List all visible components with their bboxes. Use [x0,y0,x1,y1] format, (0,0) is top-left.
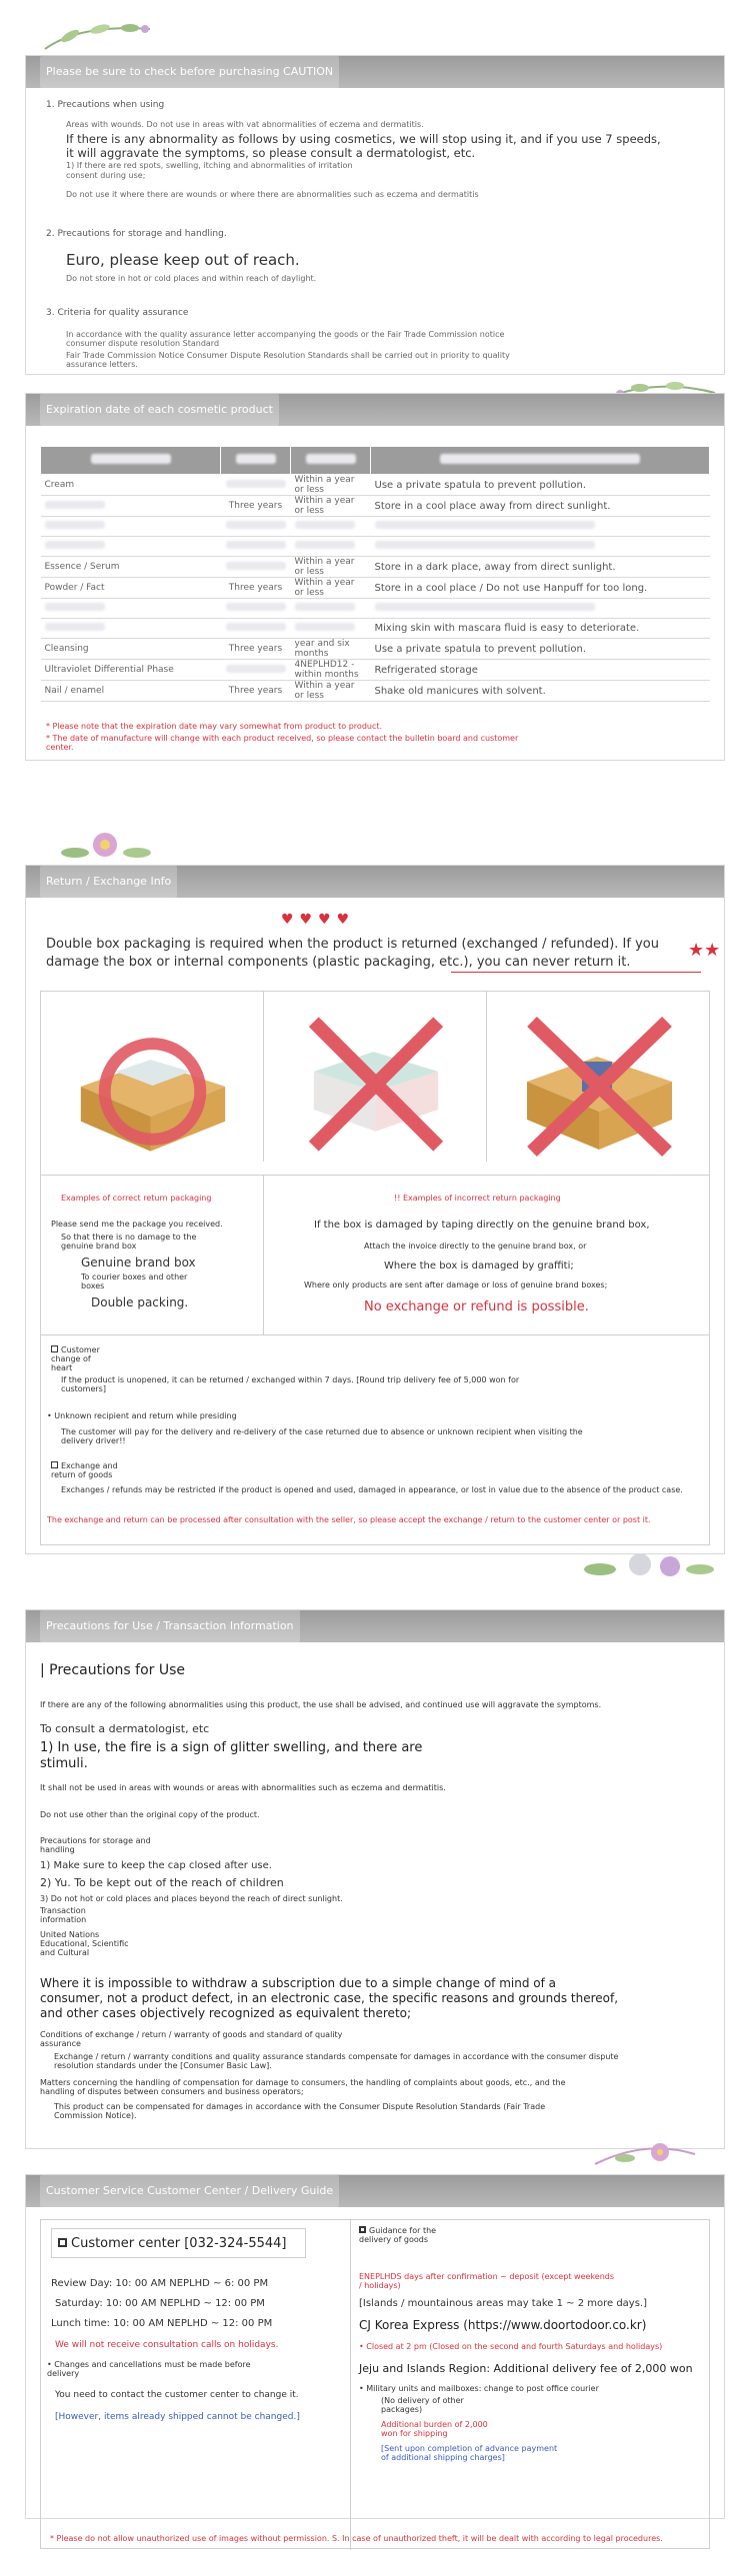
wrong-line-2: Attach the invoice directly to the genuine brand box, or [364,1242,587,1251]
after-opening-cell [291,619,371,639]
table-row [41,557,710,578]
after-opening-cell [291,557,371,578]
period-cell-text: Three years [228,686,283,696]
review-day: Review Day: 10: 00 AM NEPLHD ~ 6: 00 PM [51,2278,269,2289]
note-cell [371,660,710,681]
shipped-note: [However, items already shipped cannot be changed.] [55,2412,300,2422]
packaging-images [40,991,710,1176]
note-cell-text: Store in a cool place away from direct sunlight. [374,500,611,512]
product-name-cell [41,599,221,619]
redacted-text [45,501,105,509]
wrong-line-1: If the box is damaged by taping directly on the genuine brand box, [314,1220,650,1231]
expiration-footnote-2: * The date of manufacture will change with each product received, so please contact the bulletin board and customer center. [46,734,519,752]
note-cell-text: Mixing skin with mascara fluid is easy to deteriorate. [374,623,640,634]
after-opening-cell [291,660,371,681]
column-header-period [221,447,291,475]
correct-packaging-image [41,992,264,1162]
period-cell [221,619,291,639]
after-opening-cell-text: Within a year or less [294,496,355,516]
redacted-text [226,480,286,488]
correct-big-2: Double packing. [91,1295,189,1309]
redacted-text [295,521,355,529]
change-label-text: Customer change of heart [51,1345,100,1372]
expiration-title: Expiration date of each cosmetic product [40,394,279,426]
floral-decoration-icon [570,1544,720,1584]
product-name-cell-text: Cleansing [44,644,89,654]
redacted-text [226,623,286,631]
redacted-text [375,521,595,529]
return-bottom-note: The exchange and return can be processed after consultation with the seller, so please accept the exchange / return to the customer center or post it. [47,1515,651,1524]
product-name-cell [41,660,221,681]
column-header-after-opening [291,447,371,475]
correct-line-3: To courier boxes and other boxes [81,1273,188,1290]
table-row [41,537,710,557]
incorrect-text-cell [264,1176,711,1335]
redacted-text [226,521,286,529]
correct-text-cell [41,1176,264,1335]
delivery-line-2: [Islands / mountainous areas may take 1 ~ 2 more days.] [359,2298,648,2309]
return-headline: Double box packaging is required when the product is returned (exchanged / refunded). If you damage the box or internal components (plastic packaging, etc.), you can never return it. [46,937,659,970]
table-row [41,496,710,517]
redacted-text [45,603,105,611]
prec-line-1: If there are any of the following abnormalities using this product, the use shall be advised, and continued use will aggravate the symptoms. [40,1700,602,1709]
checkbox-icon [51,1461,58,1468]
guide-label-text: Guidance for the delivery of goods [359,2226,437,2244]
table-row [41,578,710,599]
p3-line1: In accordance with the quality assurance letter accompanying the goods or the Fair Trade Commission notice consumer dispute resolution Standard [66,330,505,348]
delivery-line-7: (No delivery of other packages) [381,2396,464,2414]
return-policy-box [40,1335,710,1545]
return-title: Return / Exchange Info [40,866,177,898]
note-cell-text: Use a private spatula to prevent pollution. [374,643,587,655]
product-name-cell-text: Powder / Fact [44,583,105,593]
product-name-cell-text: Ultraviolet Differential Phase [44,665,174,675]
redacted-text [226,562,286,570]
checkbox-icon [51,1345,58,1352]
redacted-text [375,603,595,611]
caution-section [25,55,725,375]
p1-line1: Areas with wounds. Do not use in areas with vat abnormalities of eczema and dermatitis. [66,120,424,129]
delivery-line-3: CJ Korea Express (https://www.doortodoor.co.kr) [359,2318,647,2332]
column-header-note [371,447,710,475]
note-cell-text: Refrigerated storage [374,664,478,676]
period-cell [221,557,291,578]
note-cell [371,537,710,557]
period-cell [221,475,291,496]
p2-line: Do not store in hot or cold places and within reach of daylight. [66,274,317,283]
after-opening-cell [291,681,371,702]
precautions-title-bar [26,1610,724,1642]
prec-line-6: Precautions for storage and handling [40,1836,151,1854]
period-cell-text: Three years [228,583,283,593]
contact-note: You need to contact the customer center to change it. [55,2390,299,2400]
prec-line-9: 3) Do not hot or cold places and places beyond the reach of direct sunlight. [40,1894,343,1903]
redacted-text [45,623,105,631]
expiration-table [40,446,710,702]
table-row [41,660,710,681]
p1-line5: Do not use it where there are wounds or where there are abnormalities such as eczema and dermatitis [66,190,479,199]
note-cell [371,475,710,496]
p2-heading: 2. Precautions for storage and handling. [46,229,227,239]
redacted-text [226,603,286,611]
customer-center-text: Customer center [032-324-5544] [71,2236,287,2251]
copyright-footer: * Please do not allow unauthorized use of images without permission. S. In case of unauthorized theft, it will be dealt with according to legal procedures. [50,2534,663,2543]
redacted-text [375,541,595,549]
prec-line-5: Do not use other than the original copy of the product. [40,1810,260,1819]
redacted-text [226,541,286,549]
product-name-cell [41,557,221,578]
prec-line-12: Where it is impossible to withdraw a subscription due to a simple change of mind of a consumer, not a product defect, in an electronic case, the specific reasons and grounds thereof, and other cases objectively recognized as equivalent thereto; [40,1976,619,2020]
note-cell-text: Shake old manicures with solvent. [374,685,546,697]
prec-line-8: 2) Yu. To be kept out of the reach of children [40,1876,284,1889]
correct-big-1: Genuine brand box [81,1256,196,1270]
p1-heading: 1. Precautions when using [46,100,165,110]
note-cell [371,681,710,702]
redacted-text [295,603,355,611]
delivery-line-5: Jeju and Islands Region: Additional delivery fee of 2,000 won [359,2362,693,2375]
period-cell [221,660,291,681]
product-name-cell [41,681,221,702]
redacted-text [295,541,355,549]
delivery-icon [359,2226,366,2233]
star-decoration-icon: ★★ [688,940,721,961]
p1-line4: consent during use; [66,171,146,180]
return-title-bar [26,866,724,898]
redacted-text [45,521,105,529]
incorrect-packaging-image-2 [487,992,711,1162]
prec-line-13: Conditions of exchange / return / warranty of goods and standard of quality assurance [40,2030,343,2048]
after-opening-cell [291,639,371,660]
product-name-cell [41,475,221,496]
period-cell [221,578,291,599]
table-row [41,599,710,619]
packaging-text-row [40,1176,710,1335]
product-name-cell [41,537,221,557]
p1-line3: 1) If there are red spots, swelling, itching and abnormalities of irritation [66,161,353,170]
holiday-note: We will not receive consultation calls on holidays. [55,2340,279,2350]
change-text: If the product is unopened, it can be returned / exchanged within 7 days. [Round trip delivery fee of 5,000 won for customers] [61,1375,520,1393]
prec-line-2: To consult a dermatologist, etc [40,1722,210,1735]
prec-line-3: 1) In use, the fire is a sign of glitter swelling, and there are stimuli. [40,1740,423,1771]
change-label [51,1345,111,1372]
delivery-line-1: ENEPLHDS days after confirmation ~ deposit (except weekends / holidays) [359,2272,615,2290]
product-name-cell-text: Cream [44,480,75,490]
note-cell [371,517,710,537]
p2-big: Euro, please keep out of reach. [66,251,300,269]
after-opening-cell [291,599,371,619]
table-row [41,619,710,639]
period-cell [221,639,291,660]
period-cell-text: Three years [228,644,283,654]
after-opening-cell-text: 4NEPLHD12 - within months [294,660,359,680]
service-section [25,2174,725,2519]
p1-line2: If there is any abnormality as follows by using cosmetics, we will stop using it, and if you use 7 speeds, it will aggravate the symptoms, so please consult a dermatologist, etc. [66,132,661,160]
delivery-line-9: [Sent upon completion of advance payment of additional shipping charges] [381,2444,558,2462]
guide-label [359,2226,449,2244]
exgoods-text: Exchanges / refunds may be restricted if the product is opened and used, damaged in appearance, or lost in value due to the absence of the product case. [61,1485,683,1494]
table-row [41,639,710,660]
customer-center-box [51,2228,306,2258]
floral-decoration-icon [40,14,160,54]
prec-line-14: Exchange / return / warranty conditions and quality assurance standards compensate for damages in accordance with the consumer dispute resolution standards under the [Consumer Basic Law]. [54,2052,619,2070]
lunch-hours: Lunch time: 10: 00 AM NEPLHD ~ 12: 00 PM [51,2318,273,2329]
precautions-heading: | Precautions for Use [40,1662,185,1678]
customer-center-panel [41,2220,351,2550]
product-name-cell-text: Essence / Serum [44,562,120,572]
hearts-decoration-icon: ♥♥♥♥ [281,912,356,928]
period-cell [221,537,291,557]
p3-line2: Fair Trade Commission Notice Consumer Dispute Resolution Standards shall be carried out in priority to quality assurance letters. [66,351,510,369]
flower-decoration-icon [55,825,155,865]
product-name-cell [41,517,221,537]
wrong-line-4: Where only products are sent after damage or loss of genuine brand boxes; [304,1281,608,1289]
after-opening-cell-text: year and six months [294,639,350,659]
after-opening-cell [291,578,371,599]
prec-line-10: Transaction information [40,1906,87,1924]
service-box [40,2219,710,2549]
redacted-text [45,541,105,549]
after-opening-cell-text: Within a year or less [294,681,355,701]
prec-line-15: Matters concerning the handling of compensation for damage to consumers, the handling of complaints about goods, etc., and the handling of disputes between consumers and business operators; [40,2078,566,2096]
service-title: Customer Service Customer Center / Delivery Guide [40,2175,339,2207]
period-cell [221,599,291,619]
after-opening-cell [291,496,371,517]
delivery-guide-panel [351,2220,711,2550]
product-name-cell [41,578,221,599]
caution-title-bar [26,56,724,88]
changes-note: • Changes and cancellations must be made before delivery [47,2360,251,2378]
prec-line-16: This product can be compensated for damages in accordance with the Consumer Dispute Resolution Standards (Fair Trade Commission Notice). [54,2102,546,2120]
note-cell [371,557,710,578]
saturday-hours: Saturday: 10: 00 AM NEPLHD ~ 12: 00 PM [55,2298,265,2309]
redacted-text [295,623,355,631]
note-cell-text: Store in a dark place, away from direct sunlight. [374,561,616,573]
unknown-heading: • Unknown recipient and return while presiding [47,1411,237,1420]
after-opening-cell-text: Within a year or less [294,578,355,598]
note-cell-text: Use a private spatula to prevent pollution. [374,479,587,491]
period-cell [221,496,291,517]
table-row [41,475,710,496]
p3-heading: 3. Criteria for quality assurance [46,308,189,318]
precautions-title: Precautions for Use / Transaction Information [40,1610,300,1642]
flower-decoration-icon [590,2134,700,2174]
wrong-red-text: No exchange or refund is possible. [364,1299,589,1314]
incorrect-packaging-image-1 [264,992,487,1162]
after-opening-cell [291,475,371,496]
table-row [41,681,710,702]
after-opening-cell-text: Within a year or less [294,475,355,495]
wrong-line-3: Where the box is damaged by graffiti; [384,1261,574,1272]
phone-icon [58,2238,67,2247]
after-opening-cell [291,517,371,537]
product-name-cell-text: Nail / enamel [44,686,105,696]
table-row [41,517,710,537]
product-name-cell [41,619,221,639]
prec-line-7: 1) Make sure to keep the cap closed after use. [40,1860,272,1871]
service-title-bar [26,2175,724,2207]
period-cell-text: Three years [228,501,283,511]
redacted-text [226,665,286,673]
expiration-footnote-1: * Please note that the expiration date may vary somewhat from product to product. [46,722,383,731]
prec-line-4: It shall not be used in areas with wounds or areas with abnormalities such as eczema and dermatitis. [40,1783,446,1792]
delivery-line-8: Additional burden of 2,000 won for shipping [381,2420,488,2438]
note-cell [371,496,710,517]
precautions-section [25,1609,725,2149]
period-cell [221,681,291,702]
correct-label: Examples of correct return packaging [61,1194,212,1203]
return-section [25,865,725,1554]
correct-line-1: Please send me the package you received. [51,1220,223,1229]
product-name-cell [41,639,221,660]
expiration-section [25,393,725,761]
delivery-line-6: • Military units and mailboxes: change to post office courier [359,2384,599,2393]
unknown-text: The customer will pay for the delivery and re-delivery of the case returned due to absence or unknown recipient when visiting the delivery driver!! [61,1427,583,1445]
exgoods-label-text: Exchange and return of goods [51,1461,118,1479]
prec-line-11: United Nations Educational, Scientific and Cultural [40,1930,129,1957]
incorrect-label: !! Examples of incorrect return packaging [394,1194,561,1203]
note-cell [371,639,710,660]
note-cell [371,599,710,619]
after-opening-cell [291,537,371,557]
exgoods-label [51,1461,141,1479]
correct-line-2: So that there is no damage to the genuine brand box [61,1233,197,1251]
product-name-cell [41,496,221,517]
headline-underline [451,972,701,973]
expiration-title-bar [26,394,724,426]
note-cell-text: Store in a cool place / Do not use Hanpuff for too long. [374,582,648,594]
column-header-product [41,447,221,475]
caution-title: Please be sure to check before purchasing CAUTION [40,56,339,88]
after-opening-cell-text: Within a year or less [294,557,355,577]
note-cell [371,619,710,639]
period-cell [221,517,291,537]
note-cell [371,578,710,599]
delivery-line-4: • Closed at 2 pm (Closed on the second and fourth Saturdays and holidays) [359,2342,663,2351]
